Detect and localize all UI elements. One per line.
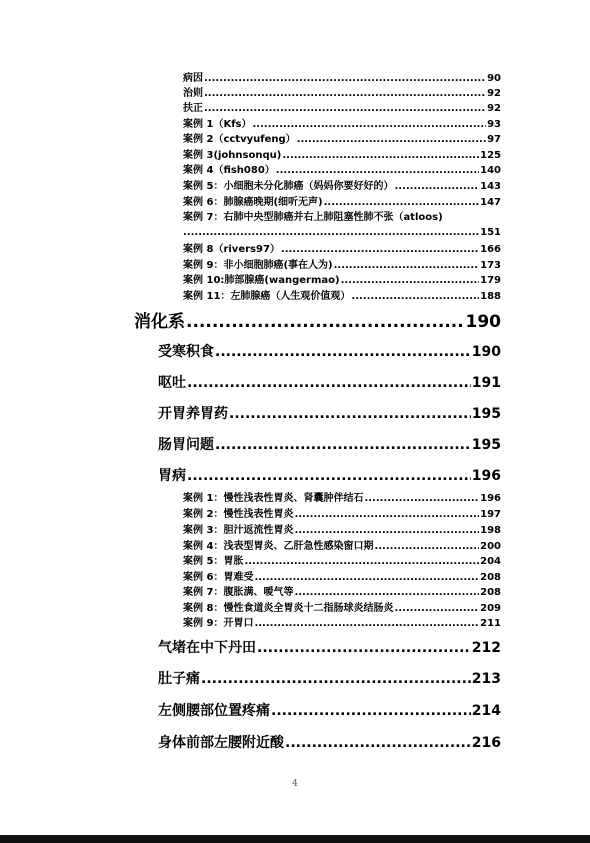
toc-entry[interactable] xyxy=(183,492,501,506)
leader-dots xyxy=(271,702,471,720)
toc-entry-label: 案例 5：胃胀 xyxy=(183,556,244,567)
toc-entry-label: 案例 10:肺部腺癌(wangermao) xyxy=(183,275,340,286)
toc-entry-page: 140 xyxy=(480,165,501,176)
toc-chapter-page: 213 xyxy=(471,671,501,687)
toc-chapter-label: 身体前部左腰附近酸 xyxy=(158,735,284,751)
toc-chapter-label: 气堵在中下丹田 xyxy=(158,640,256,656)
leader-dots xyxy=(215,436,471,454)
toc-chapter-page: 212 xyxy=(471,640,501,656)
toc-entry[interactable] xyxy=(183,602,501,616)
toc-entry[interactable] xyxy=(183,508,501,522)
toc-entry[interactable] xyxy=(183,164,501,178)
toc-chapter-page: 190 xyxy=(471,344,501,360)
toc-entry-page: 200 xyxy=(480,541,501,552)
leader-dots xyxy=(351,290,479,304)
leader-dots xyxy=(201,670,471,688)
toc-chapter-label: 肚子痛 xyxy=(158,671,200,687)
toc-section-digestive[interactable] xyxy=(134,311,501,333)
leader-dots xyxy=(187,374,471,392)
toc-chapter-label: 开胃养胃药 xyxy=(158,406,228,422)
toc-entry[interactable] xyxy=(183,87,501,101)
toc-entry[interactable] xyxy=(183,586,501,600)
toc-chapter[interactable] xyxy=(158,374,501,392)
toc-entry-label: 案例 8（rivers97） xyxy=(183,244,280,255)
leader-dots xyxy=(324,196,480,210)
toc-entry-page: 208 xyxy=(480,587,501,598)
toc-chapter-page: 196 xyxy=(471,468,501,484)
leader-dots xyxy=(285,734,471,752)
leader-dots xyxy=(204,72,486,86)
leader-dots xyxy=(187,467,471,485)
leader-dots xyxy=(254,571,479,585)
toc-entry-label: 案例 9：开胃口 xyxy=(183,618,254,629)
toc-entry[interactable] xyxy=(183,102,501,116)
toc-entry[interactable] xyxy=(183,259,501,273)
toc-entry-page: 209 xyxy=(480,603,501,614)
toc-entry[interactable] xyxy=(183,571,501,585)
toc-chapter[interactable] xyxy=(158,670,501,688)
toc-chapter-label: 受寒积食 xyxy=(158,344,214,360)
toc-entry-wrapped[interactable] xyxy=(183,211,501,240)
leader-dots xyxy=(229,405,471,423)
toc-section-page: 190 xyxy=(465,312,501,332)
toc-entry[interactable] xyxy=(183,133,501,147)
toc-entry-page: 92 xyxy=(487,103,501,114)
toc-entry[interactable] xyxy=(183,196,501,210)
leader-dots xyxy=(334,259,480,273)
toc-chapter[interactable] xyxy=(158,467,501,485)
toc-entry[interactable] xyxy=(183,72,501,86)
leader-dots xyxy=(276,164,479,178)
toc-entry-label: 案例 2：慢性浅表性胃炎 xyxy=(183,509,294,520)
leader-dots xyxy=(215,343,471,361)
toc-entry-label: 案例 8：慢性食道炎全胃炎十二指肠球炎结肠炎 xyxy=(183,603,394,614)
toc-chapter-page: 195 xyxy=(471,406,501,422)
toc-entry-label: 扶正 xyxy=(183,103,203,114)
leader-dots xyxy=(374,540,479,554)
toc-entry[interactable] xyxy=(183,617,501,631)
leader-dots xyxy=(244,555,479,569)
toc-entry-label: 案例 1（Kfs） xyxy=(183,119,252,130)
toc-entry-label: 案例 7：腹胀满、嗳气等 xyxy=(183,587,294,598)
toc-entry-label: 案例 4：浅表型胃炎、乙肝急性感染窗口期 xyxy=(183,541,374,552)
toc-entry-page: 196 xyxy=(480,493,501,504)
toc-entry-page: 125 xyxy=(480,150,501,161)
toc-entry-label: 案例 3(johnsonqu) xyxy=(183,150,282,161)
leader-dots xyxy=(257,639,471,657)
toc-section-label: 消化系 xyxy=(134,312,185,332)
toc-entry-label: 案例 1：慢性浅表性胃炎、肾囊肿伴结石 xyxy=(183,493,364,504)
toc-chapter[interactable] xyxy=(158,734,501,752)
leader-dots xyxy=(204,87,486,101)
toc-chapter-label: 胃病 xyxy=(158,468,186,484)
toc-entry-page: 197 xyxy=(480,509,501,520)
page-number: 4 xyxy=(292,779,298,789)
leader-dots xyxy=(183,226,480,240)
toc-entry[interactable] xyxy=(183,524,501,538)
toc-entry[interactable] xyxy=(183,540,501,554)
toc-entry-page: 211 xyxy=(480,618,501,629)
toc-entry[interactable] xyxy=(183,243,501,257)
toc-entry-page: 151 xyxy=(480,227,501,238)
toc-chapter[interactable] xyxy=(158,436,501,454)
toc-chapter[interactable] xyxy=(158,702,501,720)
toc-entry[interactable] xyxy=(183,180,501,194)
toc-chapter[interactable] xyxy=(158,639,501,657)
toc-entry-page: 198 xyxy=(480,525,501,536)
leader-dots xyxy=(281,243,479,257)
toc-chapter[interactable] xyxy=(158,343,501,361)
toc-entry-label: 治则 xyxy=(183,88,203,99)
toc-entry[interactable] xyxy=(183,274,501,288)
bottom-edge-bar xyxy=(0,835,590,843)
toc-entry-page: 179 xyxy=(480,275,501,286)
leader-dots xyxy=(186,311,465,333)
toc-entry-page: 188 xyxy=(480,291,501,302)
leader-dots xyxy=(294,508,479,522)
toc-entry-page: 166 xyxy=(480,244,501,255)
toc-entry-page: 204 xyxy=(480,556,501,567)
leader-dots xyxy=(394,180,479,194)
toc-entry-label: 病因 xyxy=(183,73,203,84)
leader-dots xyxy=(394,602,479,616)
toc-chapter-page: 214 xyxy=(471,703,501,719)
toc-entry-label: 案例 2（cctvyufeng） xyxy=(183,134,296,145)
toc-entry-label: 案例 9：非小细胞肺癌(事在人为) xyxy=(183,260,333,271)
leader-dots xyxy=(282,149,479,163)
leader-dots xyxy=(253,118,487,132)
toc-entry-page: 147 xyxy=(480,197,501,208)
toc-entry-label: 案例 6：胃难受 xyxy=(183,572,254,583)
toc-entry-label: 案例 6：肺腺癌晚期(细听无声) xyxy=(183,197,323,208)
toc-entry[interactable] xyxy=(183,149,501,163)
toc-chapter-label: 左侧腰部位置疼痛 xyxy=(158,703,270,719)
toc-entry-label: 案例 5：小细胞未分化肺癌（妈妈你要好好的） xyxy=(183,181,394,192)
toc-entry-page: 97 xyxy=(487,134,501,145)
toc-chapter-page: 191 xyxy=(471,375,501,391)
toc-entry-page: 93 xyxy=(487,119,501,130)
toc-entry-label: 案例 11：左肺腺癌（人生观价值观） xyxy=(183,291,351,302)
toc-entry-label: 案例 4（fish080） xyxy=(183,165,275,176)
leader-dots xyxy=(297,133,486,147)
toc-entry[interactable] xyxy=(183,118,501,132)
toc-chapter[interactable] xyxy=(158,405,501,423)
leader-dots xyxy=(294,524,479,538)
toc-entry[interactable] xyxy=(183,290,501,304)
toc-entry-page: 143 xyxy=(480,181,501,192)
toc-entry-page: 208 xyxy=(480,572,501,583)
toc-entry-page: 92 xyxy=(487,88,501,99)
leader-dots xyxy=(341,274,480,288)
toc-chapter-label: 肠胃问题 xyxy=(158,437,214,453)
toc-entry[interactable] xyxy=(183,555,501,569)
leader-dots xyxy=(294,586,479,600)
leader-dots xyxy=(254,617,479,631)
toc-entry-page: 90 xyxy=(487,73,501,84)
toc-entry-label: 案例 3：胆汁返流性胃炎 xyxy=(183,525,294,536)
toc-entry-label: 案例 7：右肺中央型肺癌并右上肺阻塞性肺不张（atloos) xyxy=(183,212,443,223)
toc-chapter-page: 195 xyxy=(471,437,501,453)
leader-dots xyxy=(364,492,479,506)
toc-entry-page: 173 xyxy=(480,260,501,271)
toc-chapter-page: 216 xyxy=(471,735,501,751)
leader-dots xyxy=(204,102,486,116)
toc-chapter-label: 呕吐 xyxy=(158,375,186,391)
